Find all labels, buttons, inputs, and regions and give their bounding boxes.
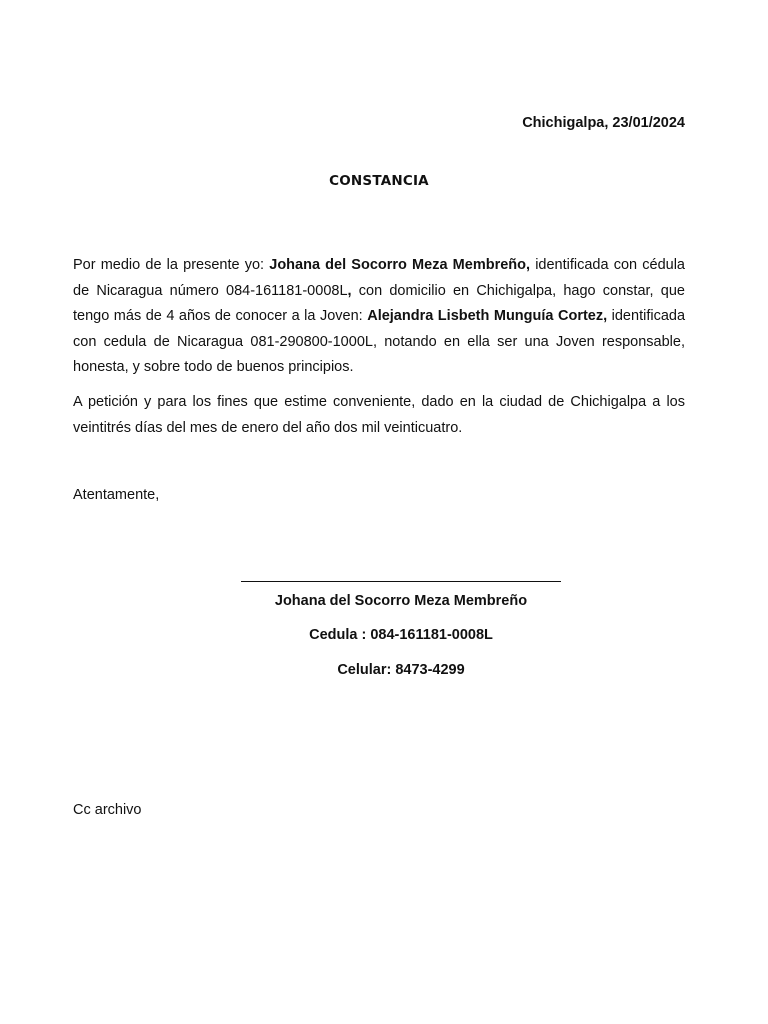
- signature-celular: Celular: 8473-4299: [337, 662, 465, 678]
- paragraph-text: Por medio de la presente yo:: [73, 257, 270, 273]
- signature-line: [241, 581, 561, 582]
- document-title: CONSTANCIA: [329, 173, 429, 189]
- subject-name: Alejandra Lisbeth Munguía Cortez,: [367, 308, 608, 324]
- paragraph-text: identificada con cedula de Nicaragua 081-290800-1000L, notando en ella ser una Joven responsable, honesta, y sobre todo de buenos principios.: [73, 308, 686, 375]
- closing-text: Atentamente,: [73, 487, 160, 503]
- paragraph-declaration: [73, 253, 685, 381]
- bold-comma: ,: [347, 282, 352, 299]
- paragraph-text: con domicilio en Chichigalpa, hago constar, que tengo más de 4 años de conocer a la Joven:: [73, 282, 685, 324]
- cc-note: Cc archivo: [73, 802, 142, 818]
- declarant-name: Johana del Socorro Meza Membreño,: [269, 257, 531, 273]
- paragraph-purpose: A petición y para los fines que estime conveniente, dado en la ciudad de Chichigalpa a los veintitrés días del mes de enero del año dos mil veinticuatro.: [73, 394, 685, 436]
- date-line: Chichigalpa, 23/01/2024: [522, 115, 685, 131]
- signature-name: Johana del Socorro Meza Membreño: [274, 593, 528, 609]
- paragraph-text: identificada con cédula de Nicaragua número 084-161181-0008L: [73, 257, 685, 299]
- signature-cedula: Cedula : 084-161181-0008L: [309, 627, 493, 643]
